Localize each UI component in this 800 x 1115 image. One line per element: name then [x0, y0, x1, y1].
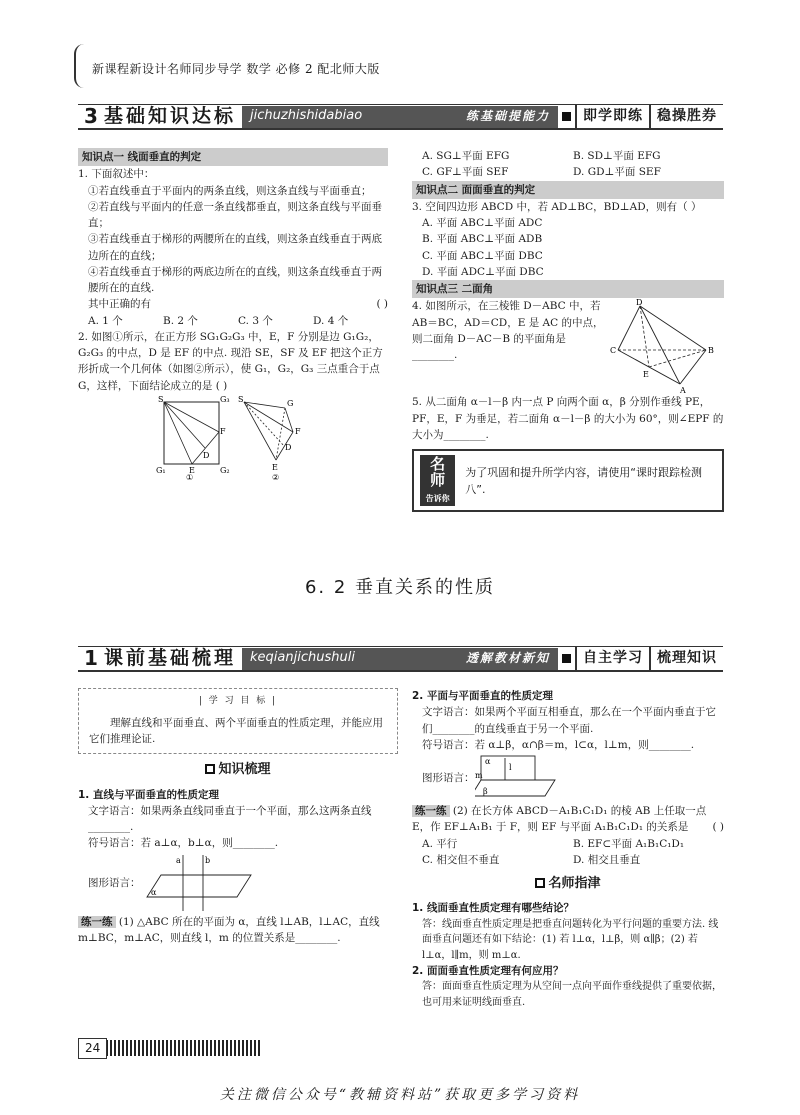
- svg-text:G: G: [287, 398, 294, 408]
- theorem-1-figure-row: [78, 852, 398, 914]
- banner-tag-1: 即学即练: [575, 105, 649, 128]
- svg-text:D: D: [285, 442, 292, 452]
- banner-pinyin-text: keqianjichushuli: [250, 650, 355, 666]
- svg-text:l: l: [508, 763, 512, 773]
- theorem-1-symbol: 符号语言：若 a⊥α，b⊥α，则________.: [88, 837, 279, 850]
- question-2: 2. 如图①所示，在正方形 SG₁G₂G₃ 中，E，F 分别是边 G₁G₂，G₂G₃ 的中点，D 是 EF 的中点. 现沿 SE，SF 及 EF 把这个正方形折成一个几何体（如图②所示），使 G₁，G₂，G₃ 三点重合于点 G，这样，下面结论成立的是 ( ): [78, 330, 383, 392]
- theorem-2-figure-row: [412, 753, 724, 803]
- question-4-block: [412, 298, 724, 394]
- banner-tag-2: 梳理知识: [649, 647, 723, 670]
- banner-pinyin-text: jichuzhishidabiao: [250, 108, 363, 124]
- banner-title: 课前基础梳理: [104, 646, 237, 669]
- question-1-prompt: 其中正确的有 ( ): [78, 296, 388, 312]
- left-column-exercises: [78, 148, 388, 485]
- question-1-options: [78, 313, 388, 329]
- option: C. 平面 ABC⊥平面 DBC: [422, 249, 543, 262]
- question-4: 4. 如图所示，在三棱锥 D－ABC 中，若 AB＝BC，AD＝CD，E 是 AC 的中点，则二面角 D－AC－B 的平面角是________.: [412, 300, 604, 362]
- tip-box: [412, 449, 724, 512]
- svg-text:A: A: [680, 386, 686, 395]
- option: D. 4 个: [313, 314, 349, 327]
- banner-number: 1: [84, 646, 98, 670]
- parallel-lines-figure: [141, 853, 261, 913]
- option: A. 1 个: [88, 314, 123, 327]
- tip-answer-1: 答：线面垂直性质定理是把垂直问题转化为平行问题的重要方法. 线面垂直问题还有如下结论：(1) 若 l⊥α，l⊥β，则 α∥β；(2) 若 l⊥α，l∥m，则 m⊥α.: [422, 918, 719, 961]
- statement-1: ①若直线垂直于平面内的两条直线，则这条直线与平面垂直；: [88, 184, 372, 197]
- tetrahedron-figure: [610, 298, 720, 394]
- svg-text:D: D: [203, 450, 210, 460]
- tip-question-1: 1. 线面垂直性质定理有哪些结论？: [412, 902, 574, 915]
- figure-language-label: 图形语言：: [422, 771, 475, 784]
- svg-text:S: S: [158, 394, 164, 404]
- figure-1-label: ①: [186, 472, 194, 480]
- bookmark-icon: [205, 764, 215, 774]
- practice-2-options-row-2: [412, 852, 724, 868]
- option: A. SG⊥平面 EFG: [422, 150, 510, 162]
- page-number: 24: [78, 1038, 107, 1059]
- svg-text:C: C: [610, 346, 617, 356]
- tip-question-2: 2. 面面垂直性质定理有何应用？: [412, 965, 564, 978]
- question-5: 5. 从二面角 α－l－β 内一点 P 向两个面 α，β 分别作垂线 PE，PF，E，F 为垂足，若二面角 α－l－β 的大小为 60°，则∠EPF 的大小为________.: [412, 396, 724, 441]
- banner-preview: [78, 646, 723, 672]
- theorem-1-heading: 1. 直线与平面垂直的性质定理: [78, 788, 219, 801]
- question-2-options-row-2: [412, 164, 724, 180]
- theorem-2-heading: 2. 平面与平面垂直的性质定理: [412, 690, 553, 702]
- banner-number: 3: [84, 104, 98, 128]
- option: C. 相交但不垂直: [422, 853, 500, 866]
- answer-paren: ( ): [712, 821, 724, 834]
- square-icon: [562, 654, 571, 663]
- svg-text:D: D: [636, 298, 643, 308]
- practice-2: 练一练 (2) 在长方体 ABCD－A₁B₁C₁D₁ 的棱 AB 上任取一点 E，作 EF⊥A₁B₁ 于 F，则 EF 与平面 A₁B₁C₁D₁ 的关系是 ( ): [412, 803, 724, 836]
- answer-paren: ( ): [215, 379, 228, 392]
- svg-text:b: b: [204, 855, 210, 865]
- question-2-options-row-1: [412, 148, 724, 164]
- tip-badge: 名师 告诉你: [420, 455, 455, 506]
- practice-label: 练一练: [412, 805, 450, 817]
- option: B. EF⊂平面 A₁B₁C₁D₁: [573, 837, 685, 850]
- bookmark-icon: [535, 878, 545, 888]
- subhead-knowledge: 知识梳理: [78, 760, 398, 780]
- knowledge-point-2: 知识点二 面面垂直的判定: [412, 181, 724, 199]
- theorem-1-text: 文字语言：如果两条直线同垂直于一个平面，那么这两条直线________.: [88, 804, 372, 834]
- square-icon: [562, 112, 571, 121]
- option: C. 3 个: [238, 314, 273, 327]
- knowledge-point-1: 知识点一 线面垂直的判定: [78, 148, 388, 166]
- section-title: 6. 2 垂直关系的性质: [304, 577, 496, 598]
- figure-2-label: ②: [272, 472, 280, 480]
- statement-2: ②若直线与平面内的任意一条直线都垂直，则这条直线与平面垂直；: [88, 200, 382, 230]
- knowledge-point-3: 知识点三 二面角: [412, 280, 724, 298]
- right-column-exercises: [412, 148, 724, 512]
- running-header: 新课程新设计名师同步导学 数学 必修 2 配北师大版: [92, 62, 380, 76]
- learning-goal-text: 理解直线和平面垂直、两个平面垂直的性质定理，并能应用它们推理论证.: [89, 716, 383, 746]
- option: B. 2 个: [163, 314, 198, 327]
- svg-text:E: E: [189, 465, 195, 475]
- figure-pyramid: [238, 395, 301, 480]
- svg-text:α: α: [150, 887, 156, 897]
- learning-goal-label: | 学 习 目 标 |: [198, 696, 278, 706]
- statement-3: ③若直线垂直于梯形的两腰所在的直线，则这条直线垂直于两底边所在的直线；: [88, 233, 382, 262]
- practice-2-options-row-1: [412, 836, 724, 852]
- svg-text:G₂: G₂: [220, 465, 230, 475]
- bottom-note: 关注微信公众号“教辅资料站”获取更多学习资料: [219, 1087, 581, 1103]
- learning-goal-box: [78, 688, 398, 754]
- fold-figures: [148, 394, 448, 480]
- banner-tag-2: 稳操胜券: [649, 105, 723, 128]
- svg-text:a: a: [175, 855, 181, 865]
- banner-basic-knowledge: [78, 104, 723, 130]
- banner-title: 基础知识达标: [104, 104, 237, 127]
- svg-text:E: E: [643, 370, 649, 380]
- svg-text:β: β: [482, 787, 488, 797]
- theorem-2-text: 文字语言：如果两个平面互相垂直，那么在一个平面内垂直于它们________的直线垂直于另一个平面.: [422, 706, 716, 735]
- banner-tag-1: 自主学习: [575, 647, 649, 670]
- banner-slogan: 透解教材新知: [465, 651, 550, 666]
- svg-text:m: m: [474, 771, 483, 781]
- option: B. 平面 ABC⊥平面 ADB: [422, 233, 543, 246]
- banner-pinyin: [242, 648, 558, 670]
- right-column-theory: [412, 688, 724, 1010]
- option: A. 平面 ABC⊥平面 ADC: [422, 217, 543, 230]
- question-1: 1. 下面叙述中：: [78, 168, 155, 181]
- svg-text:F: F: [220, 426, 226, 436]
- svg-text:α: α: [484, 757, 490, 767]
- svg-text:F: F: [295, 426, 301, 436]
- practice-label: 练一练: [78, 916, 116, 928]
- practice-1: 练一练 (1) △ABC 所在的平面为 α，直线 l⊥AB，l⊥AC，直线 m⊥BC，m⊥AC，则直线 l，m 的位置关系是________.: [78, 915, 380, 944]
- figure-language-label: 图形语言：: [88, 876, 141, 889]
- svg-text:E: E: [272, 462, 278, 472]
- svg-text:G₁: G₁: [156, 465, 166, 475]
- left-column-theory: [78, 688, 398, 946]
- tip-answer-2: 答：面面垂直性质定理为从空间一点向平面作垂线提供了重要依据，也可用来证明线面垂直.: [422, 981, 722, 1008]
- header-brace: [74, 44, 86, 88]
- question-3: 3. 空间四边形 ABCD 中，若 AD⊥BC，BD⊥AD，则有（ ）: [412, 200, 702, 213]
- theorem-2-symbol: 符号语言：若 α⊥β，α∩β＝m，l⊂α，l⊥m，则________.: [422, 738, 695, 751]
- perpendicular-planes-figure: [475, 754, 565, 802]
- option: C. GF⊥平面 SEF: [422, 166, 509, 179]
- svg-text:G₃: G₃: [220, 394, 230, 404]
- option: D. GD⊥平面 SEF: [573, 166, 661, 179]
- option: D. 相交且垂直: [573, 853, 641, 866]
- answer-paren: ( ): [376, 298, 388, 311]
- option: B. SD⊥平面 EFG: [573, 150, 661, 162]
- banner-pinyin: [242, 106, 558, 128]
- tip-text: 为了巩固和提升所学内容，请使用“课时跟踪检测八”.: [465, 465, 702, 496]
- subhead-tips: 名师指津: [412, 874, 724, 894]
- svg-text:B: B: [708, 346, 714, 356]
- figure-square: [156, 395, 230, 480]
- banner-slogan: 练基础提能力: [465, 109, 550, 124]
- option: D. 平面 ADC⊥平面 DBC: [422, 265, 544, 278]
- svg-text:S: S: [238, 394, 244, 404]
- option: A. 平行: [422, 837, 458, 850]
- statement-4: ④若直线垂直于梯形的两底边所在的直线，则这条直线垂直于两腰所在的直线.: [88, 265, 382, 295]
